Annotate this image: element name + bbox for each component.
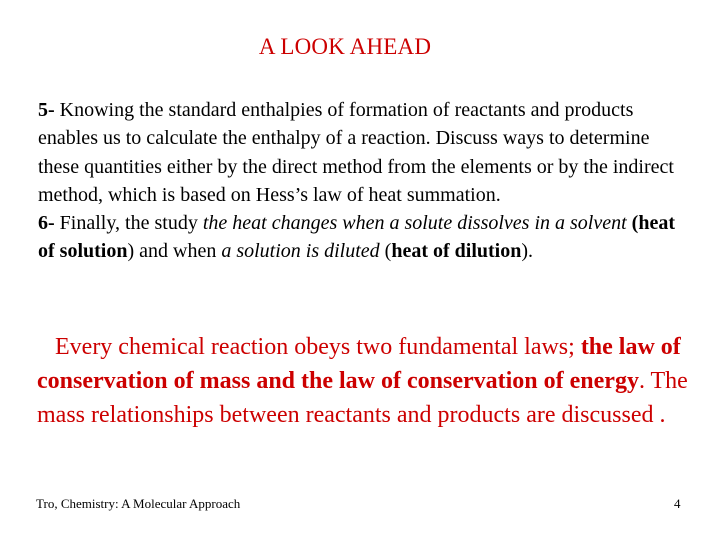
item-5-number: 5- [38, 99, 55, 121]
summary-text [37, 330, 697, 432]
item-6-text: ) and when [127, 240, 222, 263]
footer-source: Tro, Chemistry: A Molecular Approach [36, 496, 241, 511]
item-6-number: 6- [38, 212, 55, 235]
item-6-italic-solute: the heat changes when a solute dissolves in a solvent [202, 212, 627, 235]
summary-bold-laws: the law of conservation of mass and the law of conservation of energy [37, 334, 681, 394]
slide-title: A LOOK AHEAD [258, 34, 432, 59]
item-6-text: ). [521, 240, 534, 263]
body-text [38, 96, 688, 266]
item-6-italic-diluted: a solution is diluted [221, 240, 380, 263]
item-5 [38, 96, 688, 209]
page-number: 4 [674, 496, 681, 511]
item-6-bold-heat-of-dilution: heat of dilution [391, 240, 522, 263]
item-6 [38, 209, 688, 266]
item-6-bold-heat-of-solution: (heat of solution [38, 212, 675, 263]
summary-text-part: Every chemical reaction obeys two fundamental laws; [55, 334, 581, 360]
summary-paragraph [37, 330, 697, 432]
summary-text-part: . The mass relationships between reactants and products are discussed . [37, 368, 688, 428]
item-6-text: Finally, the study [54, 212, 203, 235]
item-5-text: Knowing the standard enthalpies of formation of reactants and products enables us to calculate the enthalpy of a reaction. Discuss ways to determine these quantities either by the direct method from the elements or by the indirect method, which is based on Hess’s law of heat summation. [38, 99, 674, 206]
item-6-text: ( [379, 240, 392, 263]
